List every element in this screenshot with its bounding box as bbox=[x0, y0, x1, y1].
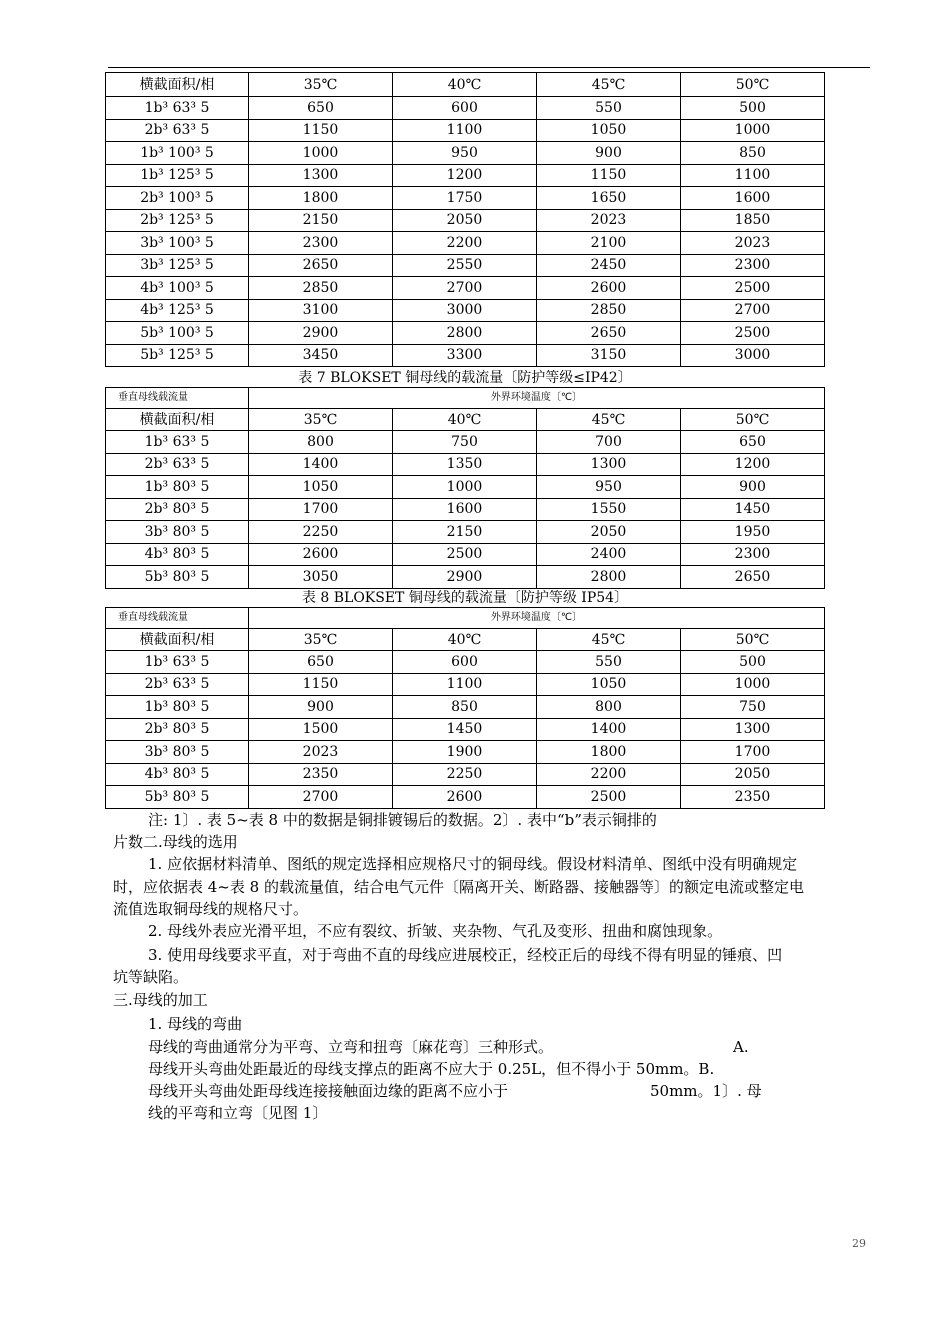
current-cell: 2150 bbox=[393, 521, 537, 544]
cross-section-cell: 5b³ 125³ 5 bbox=[106, 344, 249, 367]
table-note: 注: 1〕. 表 5~表 8 中的数据是铜排镀锡后的数据。2〕. 表中“b”表示铜排的 bbox=[148, 811, 657, 829]
page-number: 29 bbox=[852, 1237, 866, 1250]
header-cell: 横截面积/相 bbox=[106, 73, 249, 97]
current-cell: 1400 bbox=[249, 453, 393, 476]
header-cell: 50℃ bbox=[681, 409, 825, 431]
current-cell: 700 bbox=[537, 431, 681, 454]
current-cell: 2500 bbox=[681, 277, 825, 300]
table-row bbox=[106, 718, 825, 741]
current-cell: 2023 bbox=[681, 232, 825, 255]
header-cell: 40℃ bbox=[393, 73, 537, 97]
table-row bbox=[106, 299, 825, 322]
current-cell: 2500 bbox=[681, 322, 825, 345]
cross-section-cell: 1b³ 63³ 5 bbox=[106, 97, 249, 120]
current-cell: 1000 bbox=[681, 119, 825, 142]
cross-section-cell: 3b³ 80³ 5 bbox=[106, 521, 249, 544]
paragraph-1: 1. 应依据材料清单、图纸的规定选择相应规格尺寸的铜母线。假设材料清单、图纸中没有明确规定 bbox=[148, 855, 798, 873]
current-cell: 1550 bbox=[537, 498, 681, 521]
current-cell: 950 bbox=[537, 476, 681, 499]
current-cell: 2600 bbox=[393, 786, 537, 809]
current-cell: 2800 bbox=[537, 566, 681, 589]
current-cell: 2700 bbox=[681, 299, 825, 322]
current-cell: 2500 bbox=[393, 543, 537, 566]
table-row bbox=[106, 651, 825, 674]
table-row bbox=[106, 543, 825, 566]
header-cell: 45℃ bbox=[537, 629, 681, 651]
current-cell: 2600 bbox=[249, 543, 393, 566]
current-cell: 2600 bbox=[537, 277, 681, 300]
current-cell: 550 bbox=[537, 651, 681, 674]
current-cell: 2100 bbox=[537, 232, 681, 255]
table-header-row bbox=[106, 629, 825, 651]
current-cell: 650 bbox=[681, 431, 825, 454]
current-cell: 500 bbox=[681, 651, 825, 674]
table-row bbox=[106, 232, 825, 255]
current-cell: 2850 bbox=[249, 277, 393, 300]
current-cell: 2650 bbox=[249, 254, 393, 277]
current-cell: 2023 bbox=[249, 741, 393, 764]
current-cell: 1450 bbox=[393, 718, 537, 741]
current-cell: 900 bbox=[249, 696, 393, 719]
cross-section-cell: 1b³ 125³ 5 bbox=[106, 164, 249, 187]
current-cell: 1300 bbox=[249, 164, 393, 187]
table-row bbox=[106, 673, 825, 696]
current-cell: 2023 bbox=[537, 209, 681, 232]
current-cell: 2150 bbox=[249, 209, 393, 232]
table-row bbox=[106, 521, 825, 544]
table-row bbox=[106, 97, 825, 120]
header-cell: 横截面积/相 bbox=[106, 629, 249, 651]
header-cell: 45℃ bbox=[537, 409, 681, 431]
current-cell: 2900 bbox=[249, 322, 393, 345]
table-row bbox=[106, 431, 825, 454]
bend-text: 线的平弯和立弯〔见图 1〕 bbox=[148, 1104, 328, 1122]
cross-section-cell: 3b³ 125³ 5 bbox=[106, 254, 249, 277]
current-cell: 2650 bbox=[681, 566, 825, 589]
header-cell: 50℃ bbox=[681, 629, 825, 651]
cross-section-cell: 1b³ 63³ 5 bbox=[106, 431, 249, 454]
table-group-row bbox=[106, 608, 825, 629]
current-cell: 1850 bbox=[681, 209, 825, 232]
cross-section-cell: 4b³ 100³ 5 bbox=[106, 277, 249, 300]
cross-section-cell: 4b³ 125³ 5 bbox=[106, 299, 249, 322]
cross-section-cell: 1b³ 80³ 5 bbox=[106, 696, 249, 719]
current-cell: 2200 bbox=[393, 232, 537, 255]
cross-section-cell: 2b³ 100³ 5 bbox=[106, 187, 249, 210]
cross-section-cell: 2b³ 63³ 5 bbox=[106, 673, 249, 696]
current-cell: 2700 bbox=[393, 277, 537, 300]
table-header-row bbox=[106, 409, 825, 431]
cross-section-cell: 1b³ 63³ 5 bbox=[106, 651, 249, 674]
current-cell: 1100 bbox=[393, 119, 537, 142]
current-cell: 2050 bbox=[681, 763, 825, 786]
group-label: 外界环境温度〔℃〕 bbox=[249, 608, 825, 629]
current-cell: 1700 bbox=[681, 741, 825, 764]
current-cell: 1150 bbox=[249, 119, 393, 142]
current-cell: 1100 bbox=[681, 164, 825, 187]
cross-section-cell: 2b³ 125³ 5 bbox=[106, 209, 249, 232]
current-cell: 2250 bbox=[249, 521, 393, 544]
bend-text: 母线开头弯曲处距最近的母线支撑点的距离不应大于 0.25L，但不得小于 50mm。B. bbox=[148, 1060, 715, 1078]
table-row bbox=[106, 187, 825, 210]
cross-section-cell: 3b³ 100³ 5 bbox=[106, 232, 249, 255]
current-cell: 800 bbox=[537, 696, 681, 719]
current-cell: 850 bbox=[681, 142, 825, 165]
table-header-row bbox=[106, 73, 825, 97]
current-cell: 600 bbox=[393, 651, 537, 674]
current-cell: 1000 bbox=[393, 476, 537, 499]
current-cell: 1000 bbox=[681, 673, 825, 696]
current-cell: 800 bbox=[249, 431, 393, 454]
bend-text: 母线开头弯曲处距母线连接接触面边缘的距离不应小于 bbox=[148, 1082, 509, 1100]
current-cell: 3000 bbox=[393, 299, 537, 322]
table-row bbox=[106, 498, 825, 521]
current-cell: 1200 bbox=[681, 453, 825, 476]
header-cell: 50℃ bbox=[681, 73, 825, 97]
table-row bbox=[106, 453, 825, 476]
current-cell: 2900 bbox=[393, 566, 537, 589]
current-cell: 1700 bbox=[249, 498, 393, 521]
current-cell: 1150 bbox=[249, 673, 393, 696]
header-cell: 45℃ bbox=[537, 73, 681, 97]
current-cell: 1500 bbox=[249, 718, 393, 741]
paragraph-2: 2. 母线外表应光滑平坦，不应有裂纹、折皱、夹杂物、气孔及变形、扭曲和腐蚀现象。 bbox=[148, 922, 723, 940]
current-cell: 1600 bbox=[681, 187, 825, 210]
current-cell: 2300 bbox=[249, 232, 393, 255]
current-cell: 3450 bbox=[249, 344, 393, 367]
table-group-row bbox=[106, 388, 825, 409]
header-rule bbox=[108, 67, 870, 68]
paragraph-1-line: 时，应依据表 4~表 8 的载流量值，结合电气元件〔隔离开关、断路器、接触器等〕的额定电流或整定电 bbox=[113, 878, 804, 896]
table-7-caption: 表 7 BLOKSET 铜母线的载流量〔防护等级≤IP42〕 bbox=[298, 370, 632, 386]
current-cell: 1100 bbox=[393, 673, 537, 696]
current-cell: 3100 bbox=[249, 299, 393, 322]
cross-section-cell: 4b³ 80³ 5 bbox=[106, 543, 249, 566]
current-cell: 2400 bbox=[537, 543, 681, 566]
paragraph-1-line: 流值选取铜母线的规格尺寸。 bbox=[113, 900, 309, 918]
table-8 bbox=[105, 607, 825, 809]
header-cell: 40℃ bbox=[393, 629, 537, 651]
paragraph-3-line: 坑等缺陷。 bbox=[113, 968, 189, 986]
subsection-heading: 1. 母线的弯曲 bbox=[148, 1015, 243, 1033]
header-cell: 35℃ bbox=[249, 629, 393, 651]
table-row bbox=[106, 209, 825, 232]
current-cell: 3000 bbox=[681, 344, 825, 367]
paragraph-3: 3. 使用母线要求平直，对于弯曲不直的母线应进展校正，经校正后的母线不得有明显的锤痕、凹 bbox=[148, 946, 783, 964]
current-cell: 1050 bbox=[249, 476, 393, 499]
section-3-heading: 三.母线的加工 bbox=[113, 991, 208, 1009]
current-cell: 3050 bbox=[249, 566, 393, 589]
corner-label: 垂直母线载流量 bbox=[106, 608, 249, 629]
table-row bbox=[106, 566, 825, 589]
current-cell: 2300 bbox=[681, 254, 825, 277]
table-7 bbox=[105, 387, 825, 589]
current-cell: 2050 bbox=[537, 521, 681, 544]
table-6 bbox=[105, 72, 825, 367]
current-cell: 2800 bbox=[393, 322, 537, 345]
current-cell: 1050 bbox=[537, 673, 681, 696]
current-cell: 2250 bbox=[393, 763, 537, 786]
table-row bbox=[106, 277, 825, 300]
table-row bbox=[106, 763, 825, 786]
cross-section-cell: 1b³ 80³ 5 bbox=[106, 476, 249, 499]
header-cell: 横截面积/相 bbox=[106, 409, 249, 431]
cross-section-cell: 2b³ 80³ 5 bbox=[106, 718, 249, 741]
header-cell: 35℃ bbox=[249, 73, 393, 97]
current-cell: 1150 bbox=[537, 164, 681, 187]
header-cell: 40℃ bbox=[393, 409, 537, 431]
current-cell: 950 bbox=[393, 142, 537, 165]
current-cell: 1200 bbox=[393, 164, 537, 187]
current-cell: 1400 bbox=[537, 718, 681, 741]
current-cell: 3150 bbox=[537, 344, 681, 367]
header-cell: 35℃ bbox=[249, 409, 393, 431]
current-cell: 1450 bbox=[681, 498, 825, 521]
table-row bbox=[106, 696, 825, 719]
current-cell: 750 bbox=[393, 431, 537, 454]
table-row bbox=[106, 786, 825, 809]
bend-text: 母线的弯曲通常分为平弯、立弯和扭弯〔麻花弯〕三种形式。 bbox=[148, 1038, 554, 1056]
cross-section-cell: 4b³ 80³ 5 bbox=[106, 763, 249, 786]
current-cell: 2850 bbox=[537, 299, 681, 322]
current-cell: 750 bbox=[681, 696, 825, 719]
table-row bbox=[106, 344, 825, 367]
current-cell: 650 bbox=[249, 97, 393, 120]
current-cell: 1800 bbox=[537, 741, 681, 764]
current-cell: 1800 bbox=[249, 187, 393, 210]
cross-section-cell: 2b³ 80³ 5 bbox=[106, 498, 249, 521]
current-cell: 2500 bbox=[537, 786, 681, 809]
cross-section-cell: 2b³ 63³ 5 bbox=[106, 119, 249, 142]
current-cell: 2550 bbox=[393, 254, 537, 277]
bend-text-tail: 50mm。1〕. 母 bbox=[650, 1082, 762, 1100]
cross-section-cell: 1b³ 100³ 5 bbox=[106, 142, 249, 165]
current-cell: 1750 bbox=[393, 187, 537, 210]
bend-text-tail: A. bbox=[733, 1038, 749, 1056]
current-cell: 1050 bbox=[537, 119, 681, 142]
current-cell: 2300 bbox=[681, 543, 825, 566]
current-cell: 2350 bbox=[681, 786, 825, 809]
cross-section-cell: 5b³ 100³ 5 bbox=[106, 322, 249, 345]
table-row bbox=[106, 476, 825, 499]
current-cell: 1350 bbox=[393, 453, 537, 476]
current-cell: 1300 bbox=[681, 718, 825, 741]
table-row bbox=[106, 254, 825, 277]
current-cell: 1900 bbox=[393, 741, 537, 764]
section-2-heading: 片数二.母线的选用 bbox=[113, 833, 238, 851]
current-cell: 1650 bbox=[537, 187, 681, 210]
table-row bbox=[106, 164, 825, 187]
current-cell: 600 bbox=[393, 97, 537, 120]
table-8-caption: 表 8 BLOKSET 铜母线的载流量〔防护等级 IP54〕 bbox=[301, 590, 629, 606]
current-cell: 1300 bbox=[537, 453, 681, 476]
current-cell: 2350 bbox=[249, 763, 393, 786]
current-cell: 650 bbox=[249, 651, 393, 674]
cross-section-cell: 3b³ 80³ 5 bbox=[106, 741, 249, 764]
current-cell: 3300 bbox=[393, 344, 537, 367]
current-cell: 1000 bbox=[249, 142, 393, 165]
table-row bbox=[106, 119, 825, 142]
cross-section-cell: 5b³ 80³ 5 bbox=[106, 786, 249, 809]
current-cell: 2200 bbox=[537, 763, 681, 786]
table-row bbox=[106, 741, 825, 764]
current-cell: 550 bbox=[537, 97, 681, 120]
current-cell: 2700 bbox=[249, 786, 393, 809]
current-cell: 2650 bbox=[537, 322, 681, 345]
current-cell: 500 bbox=[681, 97, 825, 120]
corner-label: 垂直母线载流量 bbox=[106, 388, 249, 409]
current-cell: 1600 bbox=[393, 498, 537, 521]
table-row bbox=[106, 142, 825, 165]
cross-section-cell: 5b³ 80³ 5 bbox=[106, 566, 249, 589]
current-cell: 2450 bbox=[537, 254, 681, 277]
cross-section-cell: 2b³ 63³ 5 bbox=[106, 453, 249, 476]
current-cell: 900 bbox=[537, 142, 681, 165]
current-cell: 850 bbox=[393, 696, 537, 719]
current-cell: 1950 bbox=[681, 521, 825, 544]
group-label: 外界环境温度〔℃〕 bbox=[249, 388, 825, 409]
current-cell: 900 bbox=[681, 476, 825, 499]
current-cell: 2050 bbox=[393, 209, 537, 232]
table-row bbox=[106, 322, 825, 345]
